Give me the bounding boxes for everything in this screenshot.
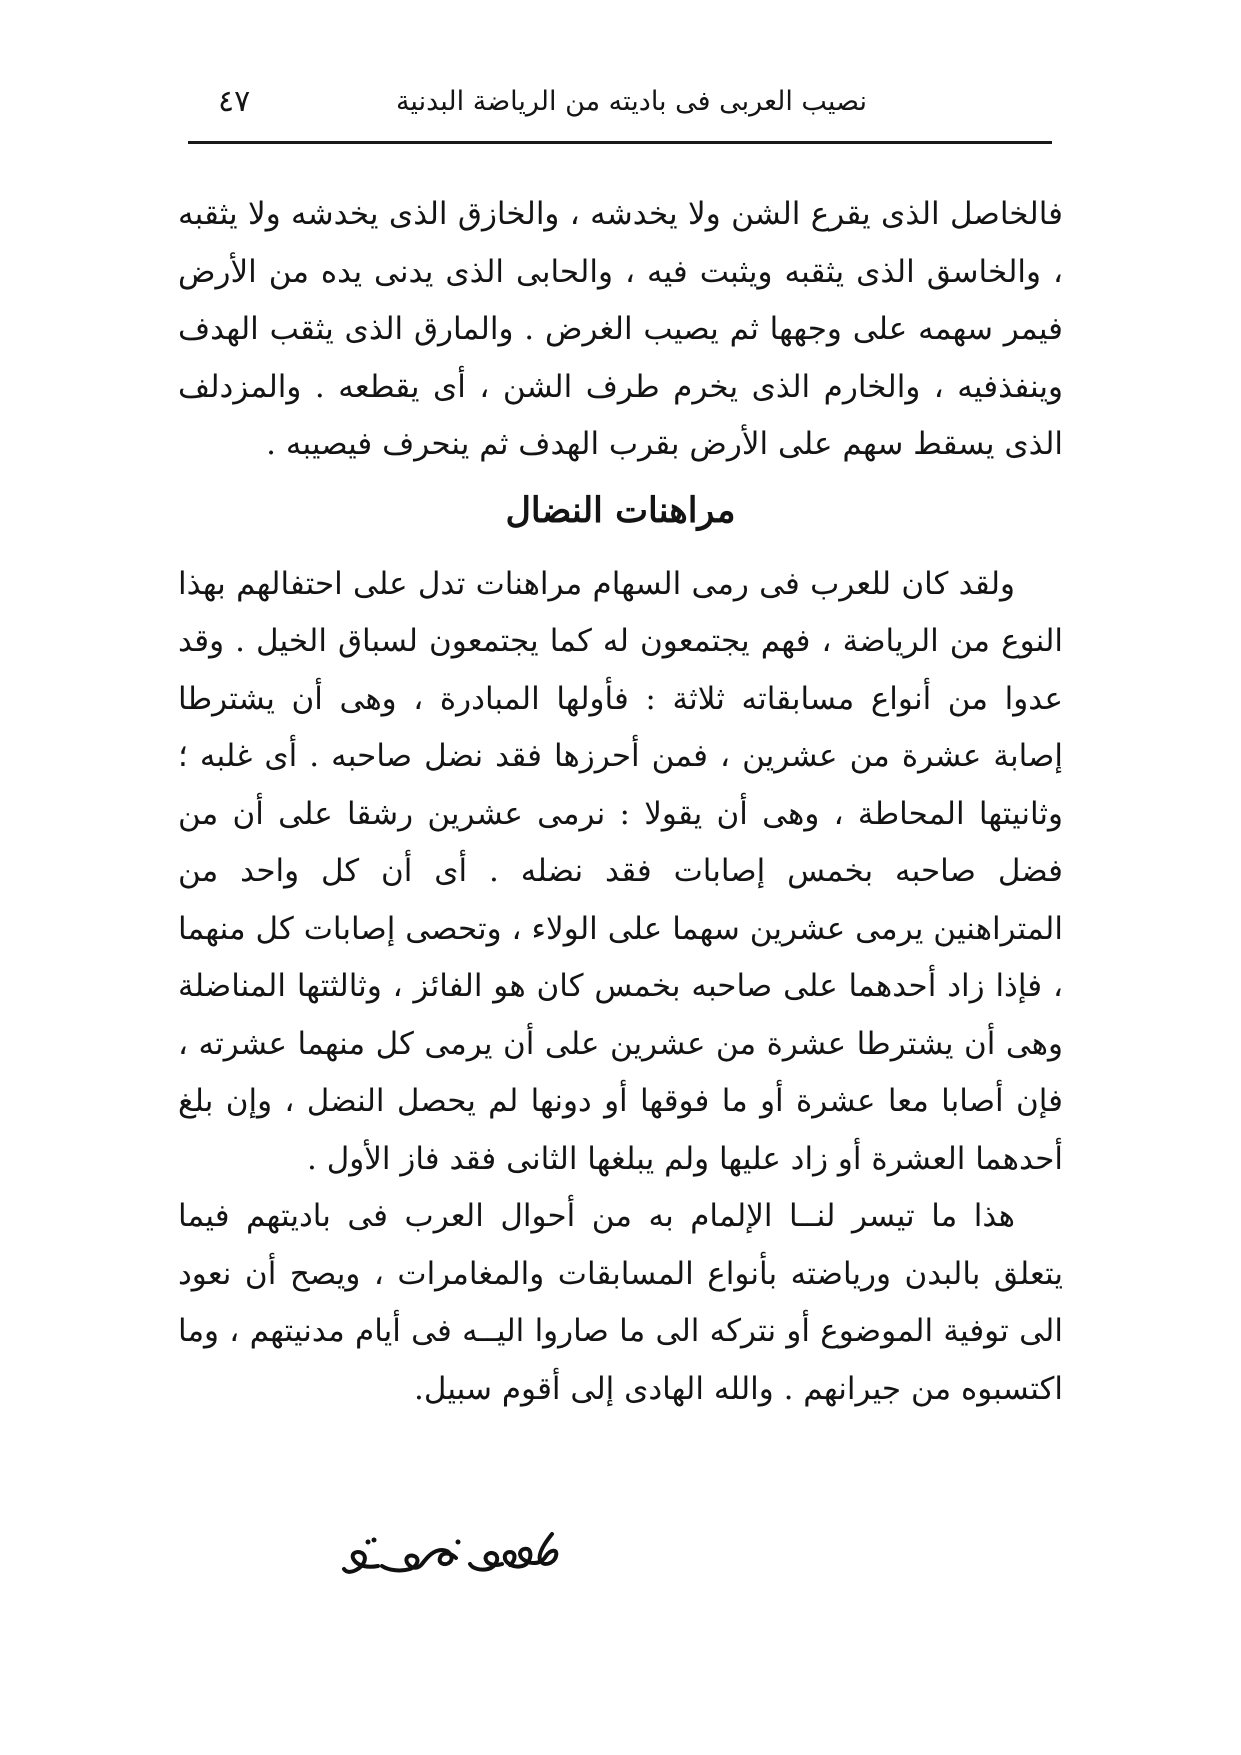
section-heading: مراهنات النضال <box>505 489 736 531</box>
page-number: ٤٧ <box>218 84 251 119</box>
running-title: نصيب العربى فى باديته من الرياضة البدنية <box>395 86 867 117</box>
paragraph-2: ولقد كان للعرب فى رمى السهام مراهنات تدل على احتفالهم بهذا النوع من الرياضة ، فهم يجتمعون له كما يجتمعون لسباق الخيل . وقد عدوا من أنواع مسابقاته ثلاثة : فأولها المبادرة ، وهى أن يشترطا إصابة عشرة من عشرين ، فمن أحرزها فقد نضل صاحبه . أى غلبه ؛ وثانيتها المحاطة ، وهى أن يقولا : نرمى عشرين رشقا على أن من فضل صاحبه بخمس إصابات فقد نضله . أى أن كل واحد من المتراهنين يرمى عشرين سهما على الولاء ، وتحصى إصابات كل منهما ، فإذا زاد أحدهما على صاحبه بخمس كان هو الفائز ، وثالثتها المناضلة وهى أن يشترطا عشرة من عشرين على أن يرمى كل منهما عشرته ، فإن أصابا معا عشرة أو ما فوقها أو دونها لم يحصل النضل ، وإن بلغ أحدهما العشرة أو زاد عليها ولم يبلغها الثانى فقد فاز الأول . <box>178 565 1063 1177</box>
page-header <box>188 82 1052 132</box>
paragraph-1: فالخاصل الذى يقرع الشن ولا يخدشه ، والخازق الذى يخدشه ولا يثقبه ، والخاسق الذى يثقبه ويثبت فيه ، والحابى الذى يدنى يده من الأرض فيمر سهمه على وجهها ثم يصيب الغرض . والمارق الذى يثقب الهدف وينفذفيه ، والخارم الذى يخرم طرف الشن ، أى يقطعه . والمزدلف الذى يسقط سهم على الأرض بقرب الهدف ثم ينحرف فيصيبه . <box>178 196 1063 462</box>
body-text <box>178 186 1063 1418</box>
header-rule <box>188 141 1052 144</box>
handwritten-signature <box>338 1520 568 1590</box>
paragraph-3: هذا ما تيسر لنــا الإلمام به من أحوال العرب فى باديتهم فيما يتعلق بالبدن ورياضته بأنواع المسابقات والمغامرات ، ويصح أن نعود الى توفية الموضوع أو نتركه الى ما صاروا اليــه فى أيام مدنيتهم ، وما اكتسبوه من جيرانهم . والله الهادى إلى أقوم سبيل. <box>178 1198 1063 1407</box>
